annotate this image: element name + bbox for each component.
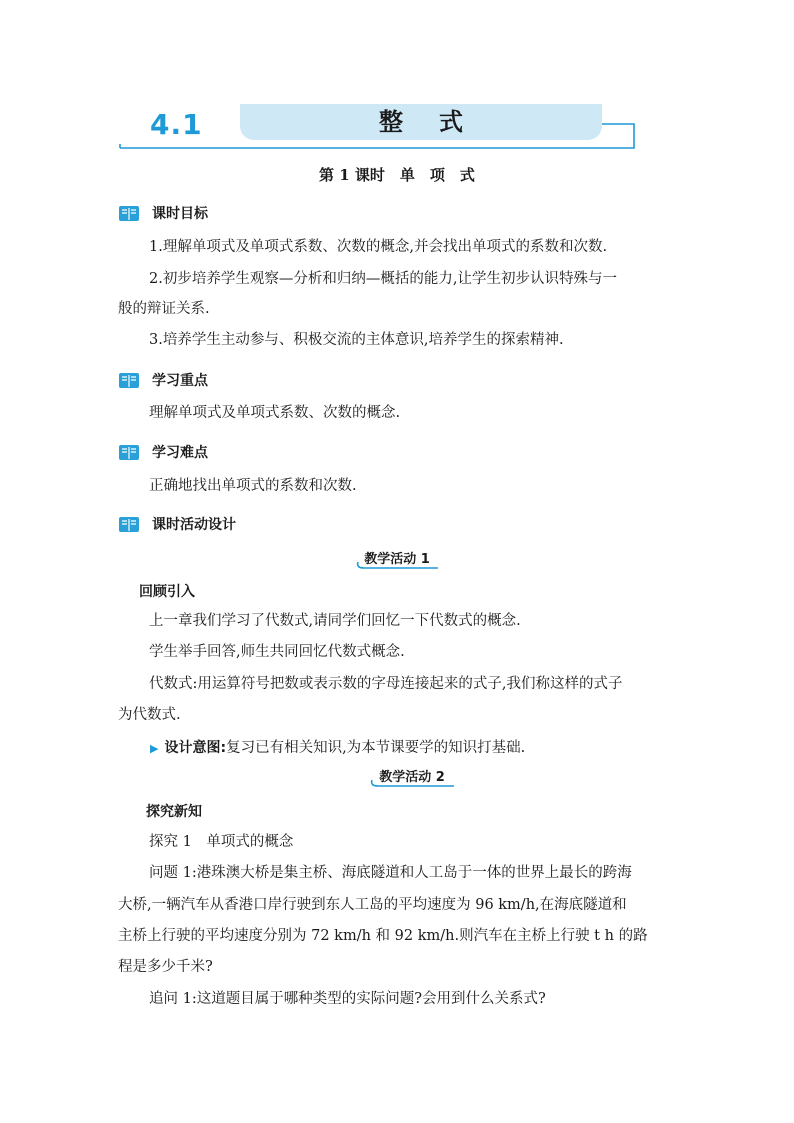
- activity2-heading: 探究新知: [146, 804, 202, 820]
- section-label: 课时目标: [152, 206, 208, 222]
- activity1-line: 代数式:用运算符号把数或表示数的字母连接起来的式子,我们称这样的式子: [149, 676, 623, 692]
- problem-line: 程是多少千米?: [118, 959, 213, 975]
- goal-line: 2.初步培养学生观察—分析和归纳—概括的能力,让学生初步认识特殊与一: [149, 271, 617, 287]
- problem-line: 问题 1:港珠澳大桥是集主桥、海底隧道和人工岛于一体的世界上最长的跨海: [149, 865, 632, 881]
- activity-tag-1: [354, 548, 440, 574]
- activity1-line: 学生举手回答,师生共同回忆代数式概念.: [149, 644, 405, 660]
- activity-tag-label: 教学活动 2: [379, 770, 445, 785]
- section-title: 整式: [379, 108, 499, 136]
- design-intent: [150, 733, 710, 764]
- problem-line: 大桥,一辆汽车从香港口岸行驶到东人工岛的平均速度为 96 km/h,在海底隧道和: [118, 897, 627, 913]
- activity-tag-2: [368, 766, 456, 792]
- triangle-bullet-icon: ▶: [150, 742, 159, 755]
- goal-line: 1.理解单项式及单项式系数、次数的概念,并会找出单项式的系数和次数.: [149, 239, 608, 255]
- activity1-line: 上一章我们学习了代数式,请同学们回忆一下代数式的概念.: [149, 613, 521, 629]
- problem-line: 主桥上行驶的平均速度分别为 72 km/h 和 92 km/h.则汽车在主桥上行驶 t h 的路: [118, 928, 648, 944]
- key-points-text: 理解单项式及单项式系数、次数的概念.: [149, 405, 401, 421]
- goal-line: 3.培养学生主动参与、积极交流的主体意识,培养学生的探索精神.: [149, 332, 564, 348]
- section-label: 课时活动设计: [152, 517, 236, 533]
- activity1-heading: 回顾引入: [139, 584, 195, 600]
- goal-line: 般的辩证关系.: [118, 301, 210, 317]
- difficulties-text: 正确地找出单项式的系数和次数.: [149, 478, 357, 494]
- section-number: 4.1: [150, 108, 203, 141]
- explore-title: 探究 1 单项式的概念: [149, 834, 294, 850]
- section-label: 学习难点: [152, 445, 208, 461]
- lesson-title: 第 1 课时 单 项 式: [319, 166, 475, 184]
- book-icon: [118, 515, 140, 533]
- book-icon: [118, 371, 140, 389]
- followup-line: 追问 1:这道题目属于哪种类型的实际问题?会用到什么关系式?: [149, 991, 546, 1007]
- design-intent-text: 复习已有相关知识,为本节课要学的知识打基础.: [226, 740, 526, 756]
- section-label: 学习重点: [152, 373, 208, 389]
- design-intent-label: 设计意图:: [164, 740, 227, 756]
- activity1-line: 为代数式.: [118, 707, 181, 723]
- book-icon: [118, 443, 140, 461]
- book-icon: [118, 204, 140, 222]
- activity-tag-label: 教学活动 1: [364, 552, 430, 567]
